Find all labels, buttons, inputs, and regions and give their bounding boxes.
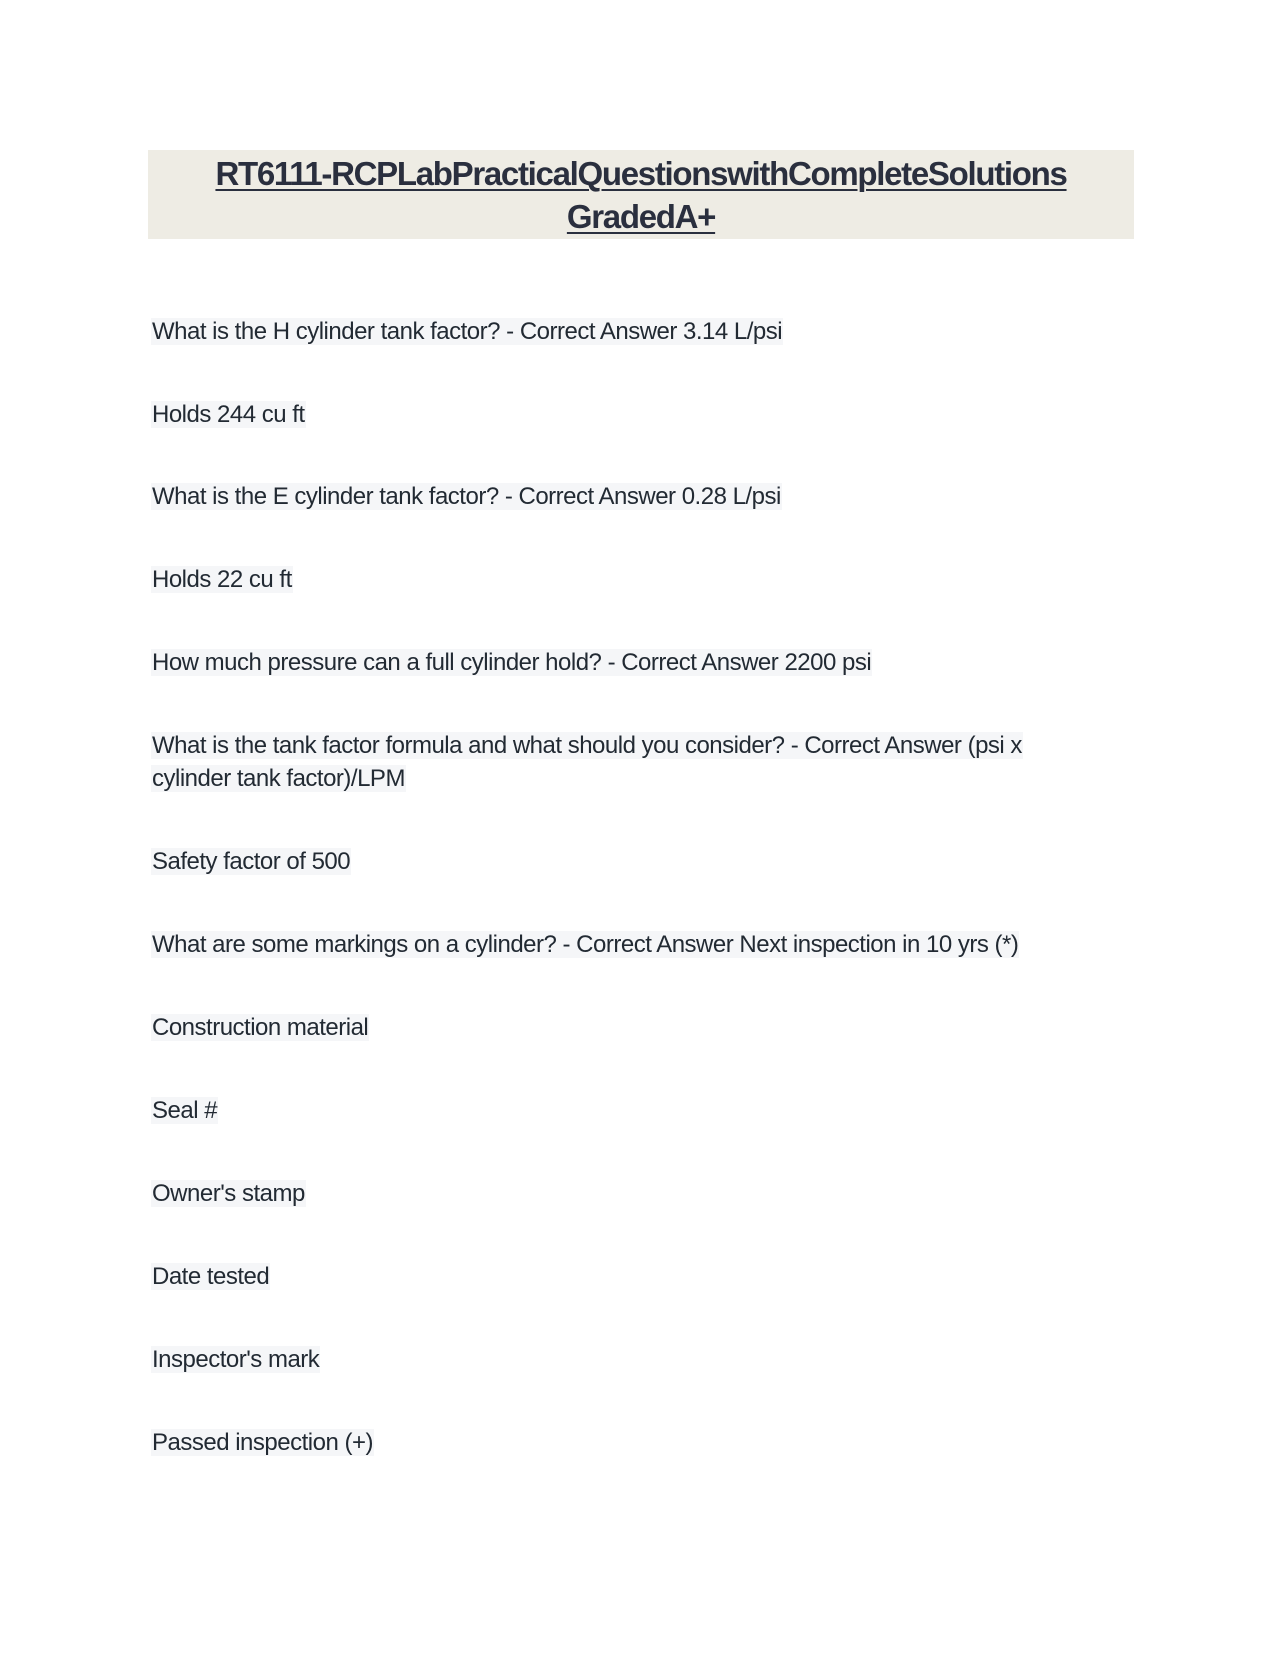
paragraph-seal-number — [151, 1094, 218, 1127]
paragraph-text: Safety factor of 500 — [152, 848, 351, 875]
paragraph-owners-stamp — [151, 1177, 306, 1210]
paragraph-text: Passed inspection (+) — [152, 1429, 373, 1456]
paragraph-text: Date tested — [152, 1263, 270, 1290]
paragraph-holds-244 — [151, 398, 306, 431]
paragraph-text: What is the H cylinder tank factor? - Correct Answer 3.14 L/psi — [152, 318, 783, 345]
paragraph-pressure-question — [151, 646, 872, 679]
title-line-2: GradedA+ — [566, 198, 716, 235]
paragraph-text: How much pressure can a full cylinder hold? - Correct Answer 2200 psi — [152, 649, 872, 676]
paragraph-tank-factor-formula — [151, 729, 1091, 795]
paragraph-text: What is the E cylinder tank factor? - Correct Answer 0.28 L/psi — [152, 483, 781, 510]
title-line-1: RT6111-RCPLabPracticalQuestionswithCompleteSolutions — [215, 155, 1067, 192]
paragraph-h-cylinder-question — [151, 315, 783, 348]
paragraph-date-tested — [151, 1260, 270, 1293]
paragraph-markings-question — [151, 928, 1019, 961]
paragraph-text: Seal # — [152, 1097, 218, 1124]
paragraph-text: Holds 22 cu ft — [152, 566, 292, 593]
paragraph-text: Owner's stamp — [152, 1180, 305, 1207]
document-title — [148, 150, 1134, 239]
paragraph-text: What is the tank factor formula and what should you consider? - Correct Answer (psi x cylinder tank factor)/LPM — [152, 732, 1022, 792]
paragraph-text: Inspector's mark — [152, 1346, 320, 1373]
paragraph-text: Holds 244 cu ft — [152, 401, 305, 428]
paragraph-e-cylinder-question — [151, 480, 782, 513]
paragraph-text: What are some markings on a cylinder? - Correct Answer Next inspection in 10 yrs (*) — [152, 931, 1019, 958]
paragraph-safety-factor — [151, 845, 351, 878]
paragraph-passed-inspection — [151, 1426, 374, 1459]
paragraph-text: Construction material — [152, 1014, 369, 1041]
paragraph-inspectors-mark — [151, 1343, 320, 1376]
paragraph-construction-material — [151, 1011, 369, 1044]
paragraph-holds-22 — [151, 563, 293, 596]
